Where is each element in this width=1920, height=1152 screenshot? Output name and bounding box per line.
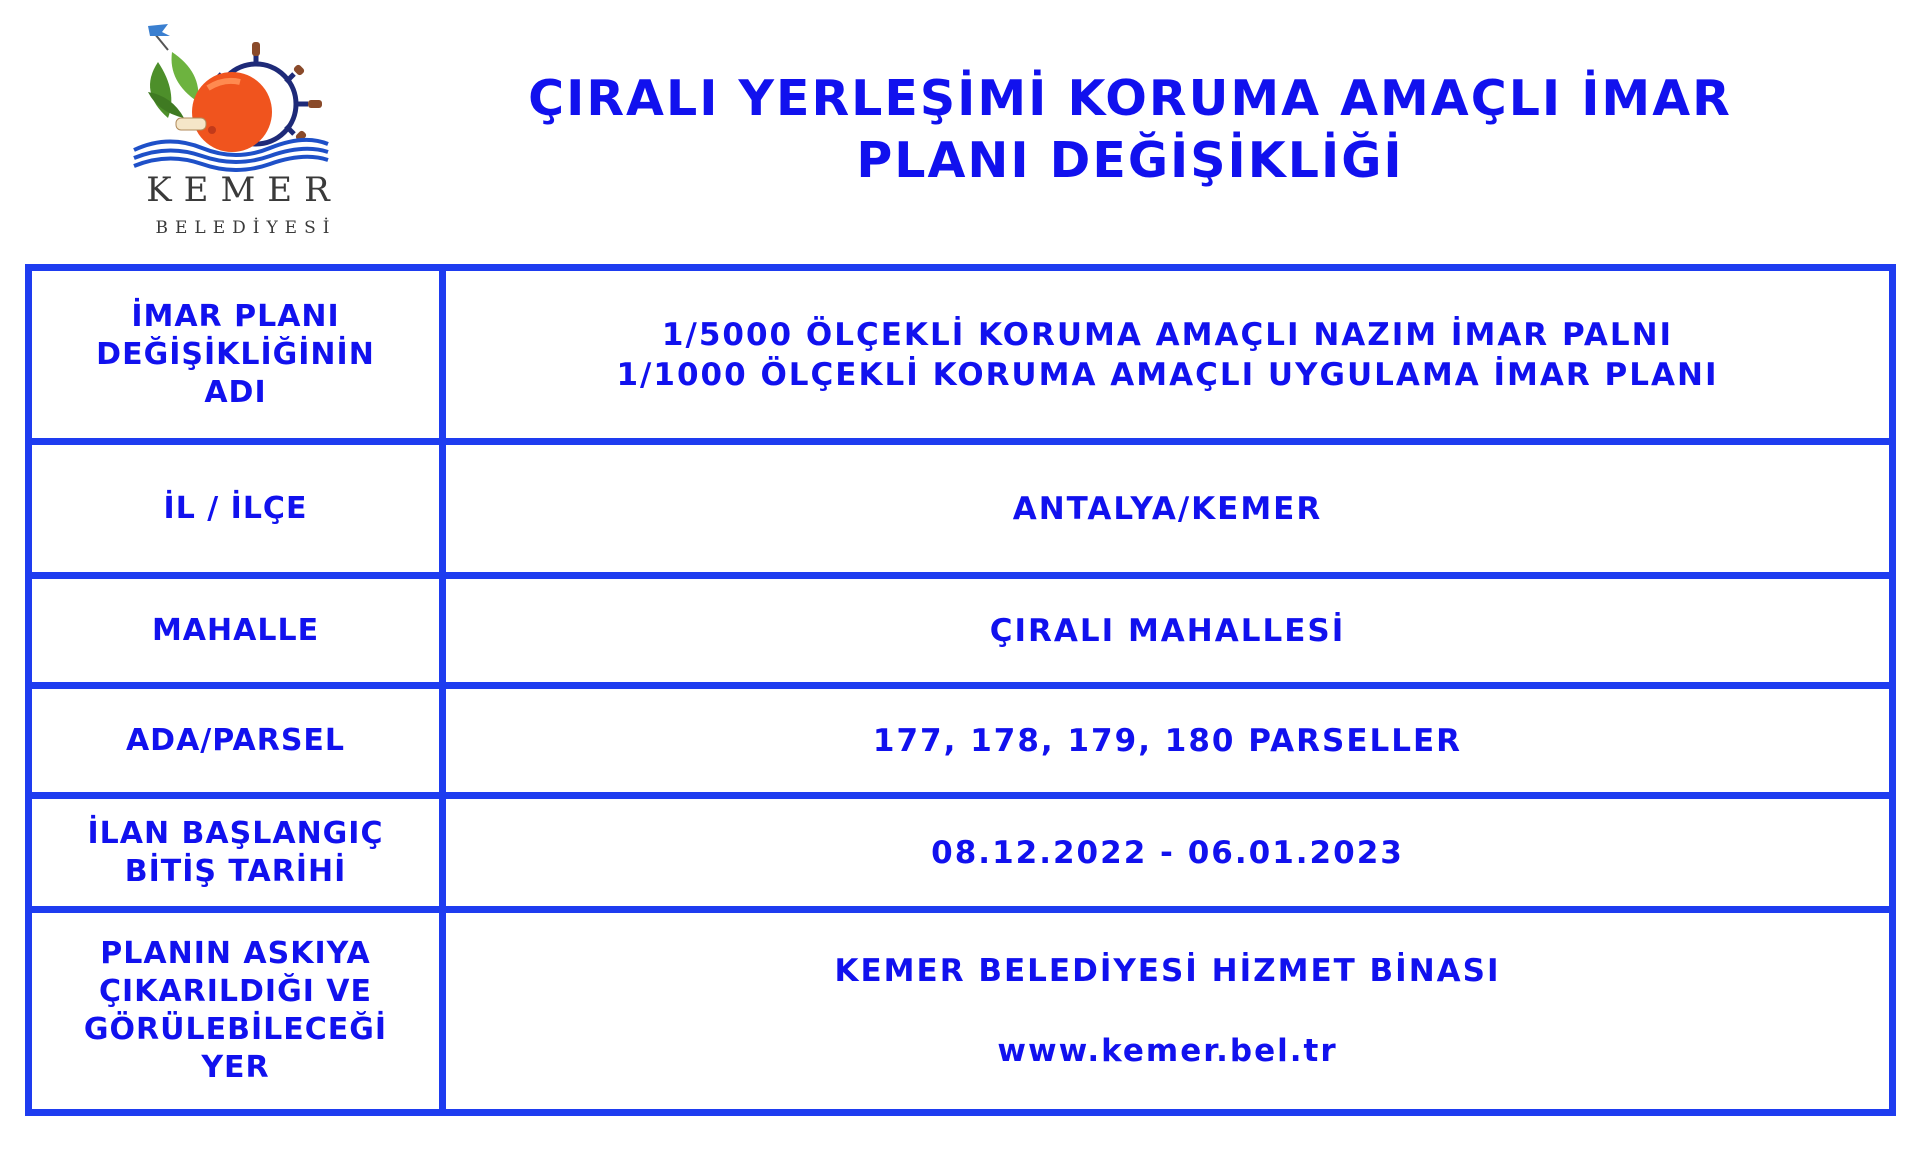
value-line: 08.12.2022 - 06.01.2023 <box>931 834 1404 871</box>
value-line: KEMER BELEDİYESİ HİZMET BİNASI <box>834 953 1501 989</box>
page-title <box>370 68 1890 192</box>
row-label-plan-name <box>32 271 446 445</box>
label-line: ADA/PARSEL <box>125 722 346 758</box>
label-line: ADI <box>204 374 267 410</box>
row-value-plan-name <box>446 271 1889 445</box>
row-value-announcement-dates <box>446 799 1889 913</box>
row-value-block-parcel <box>446 689 1889 799</box>
row-label-neighborhood <box>32 579 446 689</box>
label-line: İLAN BAŞLANGIÇ <box>87 815 384 851</box>
label-line: MAHALLE <box>151 612 320 648</box>
plan-info-table <box>25 264 1896 1116</box>
label-line: İL / İLÇE <box>163 490 308 526</box>
value-line: ÇIRALI MAHALLESİ <box>989 612 1346 649</box>
website-link[interactable]: www.kemer.bel.tr <box>997 1033 1338 1069</box>
value-line: 1/5000 ÖLÇEKLİ KORUMA AMAÇLI NAZIM İMAR PALNI <box>661 316 1674 353</box>
municipality-emblem-icon <box>128 22 348 172</box>
row-label-province-district <box>32 445 446 579</box>
value-line: 1/1000 ÖLÇEKLİ KORUMA AMAÇLI UYGULAMA İMAR PLANI <box>616 356 1719 393</box>
row-label-display-location <box>32 913 446 1109</box>
row-label-announcement-dates <box>32 799 446 913</box>
value-line: 177, 178, 179, 180 PARSELLER <box>872 722 1463 759</box>
row-label-block-parcel <box>32 689 446 799</box>
label-line: DEĞİŞİKLİĞİNİN <box>96 336 375 372</box>
label-line: ÇIKARILDIĞI VE <box>98 974 373 1009</box>
page-title-line-1: ÇIRALI YERLEŞİMİ KORUMA AMAÇLI İMAR <box>528 70 1732 127</box>
logo-name: KEMER <box>146 170 342 210</box>
row-value-neighborhood <box>446 579 1889 689</box>
label-line: YER <box>201 1050 270 1085</box>
value-line: ANTALYA/KEMER <box>1012 490 1323 527</box>
logo-subtitle: BELEDİYESİ <box>155 218 337 238</box>
row-value-display-location <box>446 913 1889 1109</box>
kemer-belediyesi-logo <box>128 22 348 244</box>
label-line: GÖRÜLEBİLECEĞİ <box>83 1012 388 1047</box>
page-title-line-2: PLANI DEĞİŞİKLİĞİ <box>856 132 1404 189</box>
row-value-province-district <box>446 445 1889 579</box>
label-line: PLANIN ASKIYA <box>100 936 371 971</box>
label-line: İMAR PLANI <box>131 298 340 334</box>
label-line: BİTİŞ TARİHİ <box>124 853 347 889</box>
